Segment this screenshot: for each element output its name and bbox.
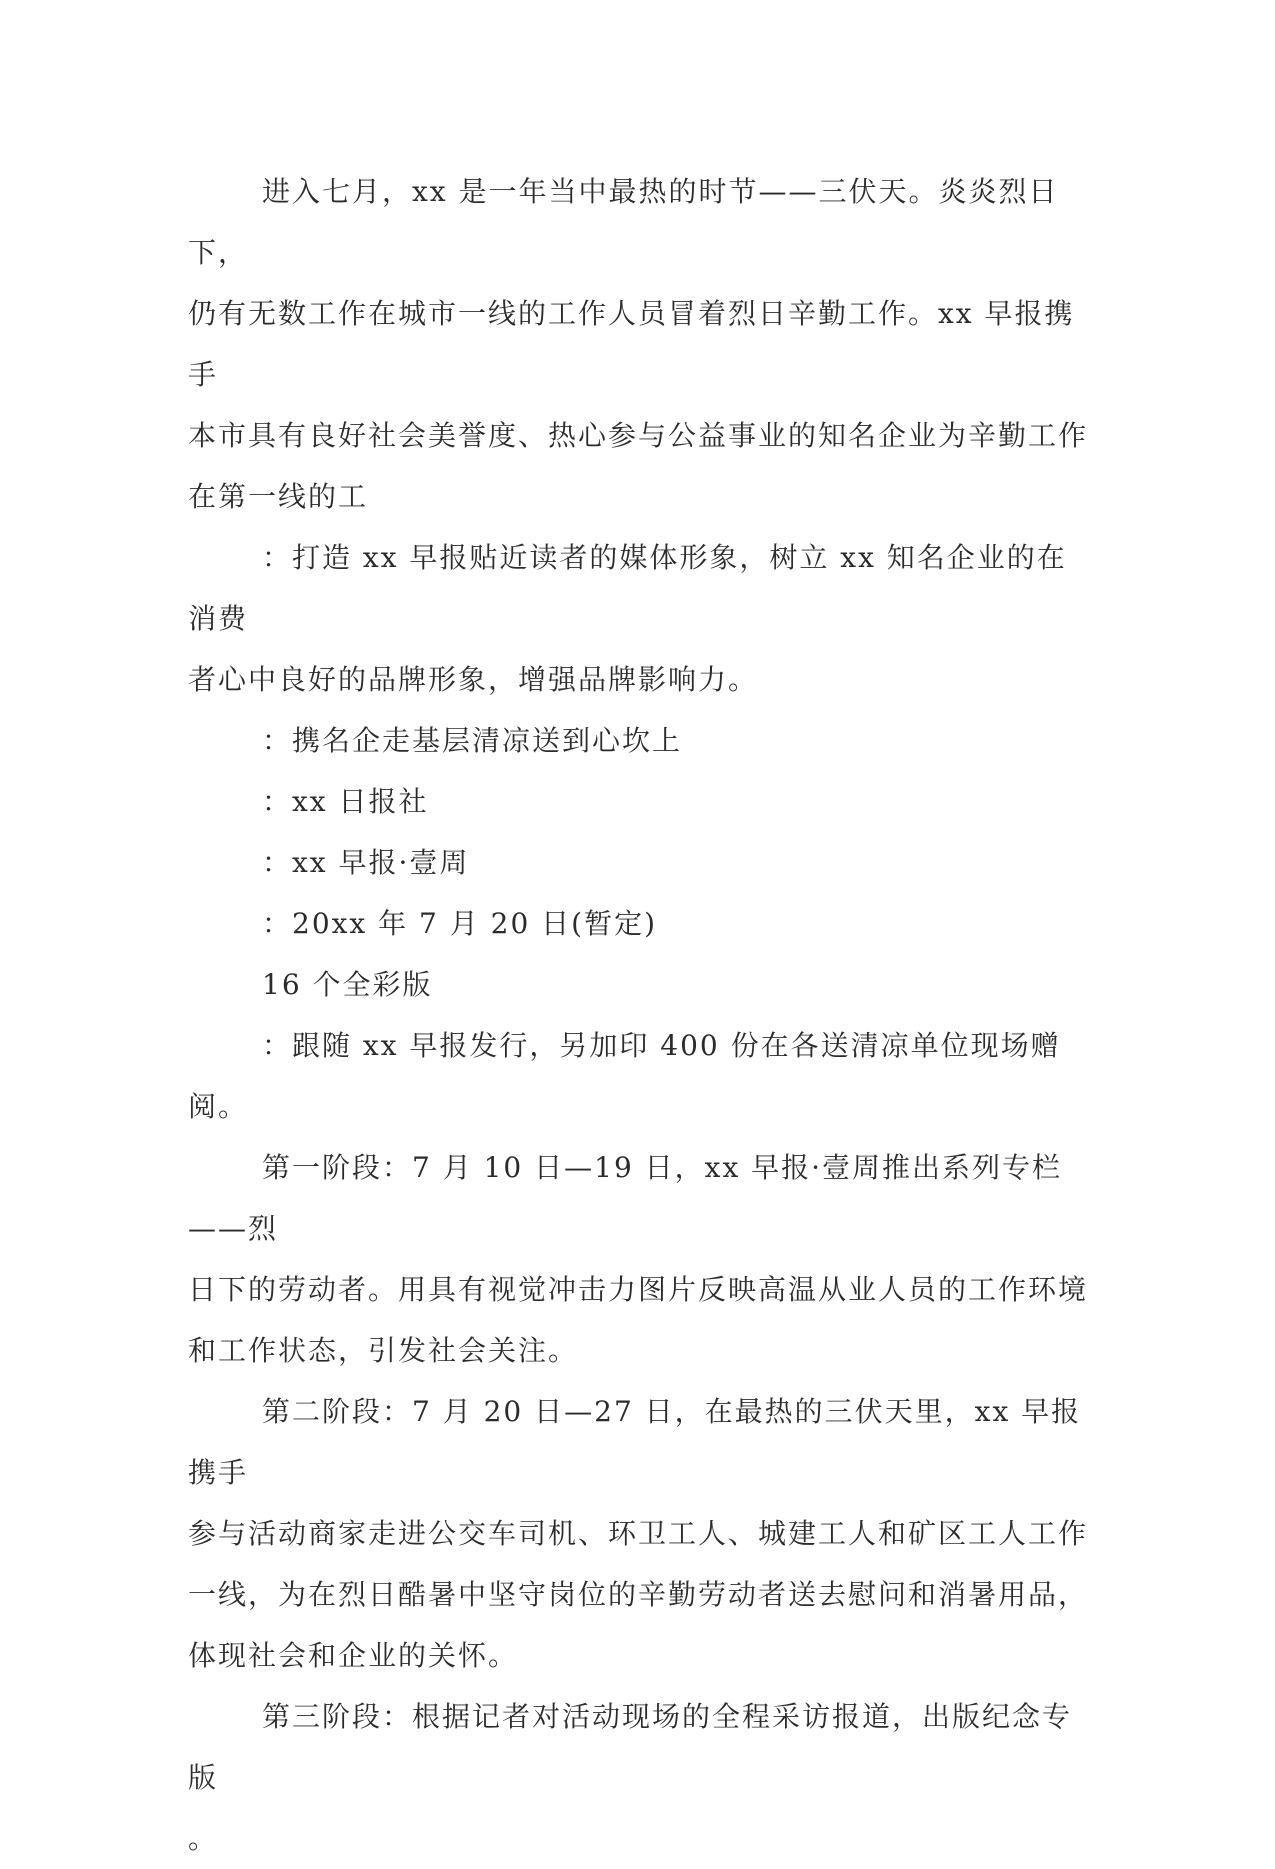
document-body xyxy=(188,161,1088,1869)
paragraph-pages xyxy=(188,954,1088,1015)
text-line: 。 xyxy=(188,1822,219,1855)
paragraph-undertaker xyxy=(188,832,1088,893)
text-line: 者心中良好的品牌形象，增强品牌影响力。 xyxy=(188,663,759,696)
text-line: 本市具有良好社会美誉度、热心参与公益事业的知名企业为辛勤工作 xyxy=(188,419,1089,452)
paragraph-intro xyxy=(188,161,1088,527)
text-line: 参与活动商家走进公交车司机、环卫工人、城建工人和矿区工人工作 xyxy=(188,1517,1089,1550)
text-line: 第三阶段：根据记者对活动现场的全程采访报道，出版纪念专版 xyxy=(188,1700,1073,1794)
text-line: 一线，为在烈日酷暑中坚守岗位的辛勤劳动者送去慰问和消暑用品， xyxy=(188,1578,1089,1611)
paragraph-purpose xyxy=(188,527,1088,710)
paragraph-distribution xyxy=(188,1015,1088,1137)
text-line: 在第一线的工 xyxy=(188,480,369,513)
paragraph-stage-one xyxy=(188,1137,1088,1381)
text-line: 进入七月，xx 是一年当中最热的时节——三伏天。炎炎烈日下， xyxy=(188,175,1059,269)
paragraph-stage-three xyxy=(188,1686,1088,1869)
text-line: ：xx 早报·壹周 xyxy=(262,846,470,879)
text-line: 日下的劳动者。用具有视觉冲击力图片反映高温从业人员的工作环境 xyxy=(188,1273,1089,1306)
text-line: 16 个全彩版 xyxy=(262,968,433,1001)
text-line: 体现社会和企业的关怀。 xyxy=(188,1639,519,1672)
text-line: ：携名企走基层清凉送到心坎上 xyxy=(262,724,683,757)
text-line: ：xx 日报社 xyxy=(262,785,429,818)
text-line: ：跟随 xx 早报发行，另加印 400 份在各送清凉单位现场赠阅。 xyxy=(188,1029,1061,1123)
text-line: 第一阶段：7 月 10 日—19 日，xx 早报·壹周推出系列专栏——烈 xyxy=(188,1151,1063,1245)
text-line: 第二阶段：7 月 20 日—27 日，在最热的三伏天里，xx 早报携手 xyxy=(188,1395,1082,1489)
text-line: 和工作状态，引发社会关注。 xyxy=(188,1334,579,1367)
text-line: ：打造 xx 早报贴近读者的媒体形象，树立 xx 知名企业的在消费 xyxy=(188,541,1067,635)
paragraph-date xyxy=(188,893,1088,954)
text-line: ：20xx 年 7 月 20 日(暂定) xyxy=(262,907,658,940)
text-line: 仍有无数工作在城市一线的工作人员冒着烈日辛勤工作。xx 早报携手 xyxy=(188,297,1075,391)
paragraph-theme xyxy=(188,710,1088,771)
paragraph-organizer xyxy=(188,771,1088,832)
paragraph-stage-two xyxy=(188,1381,1088,1686)
